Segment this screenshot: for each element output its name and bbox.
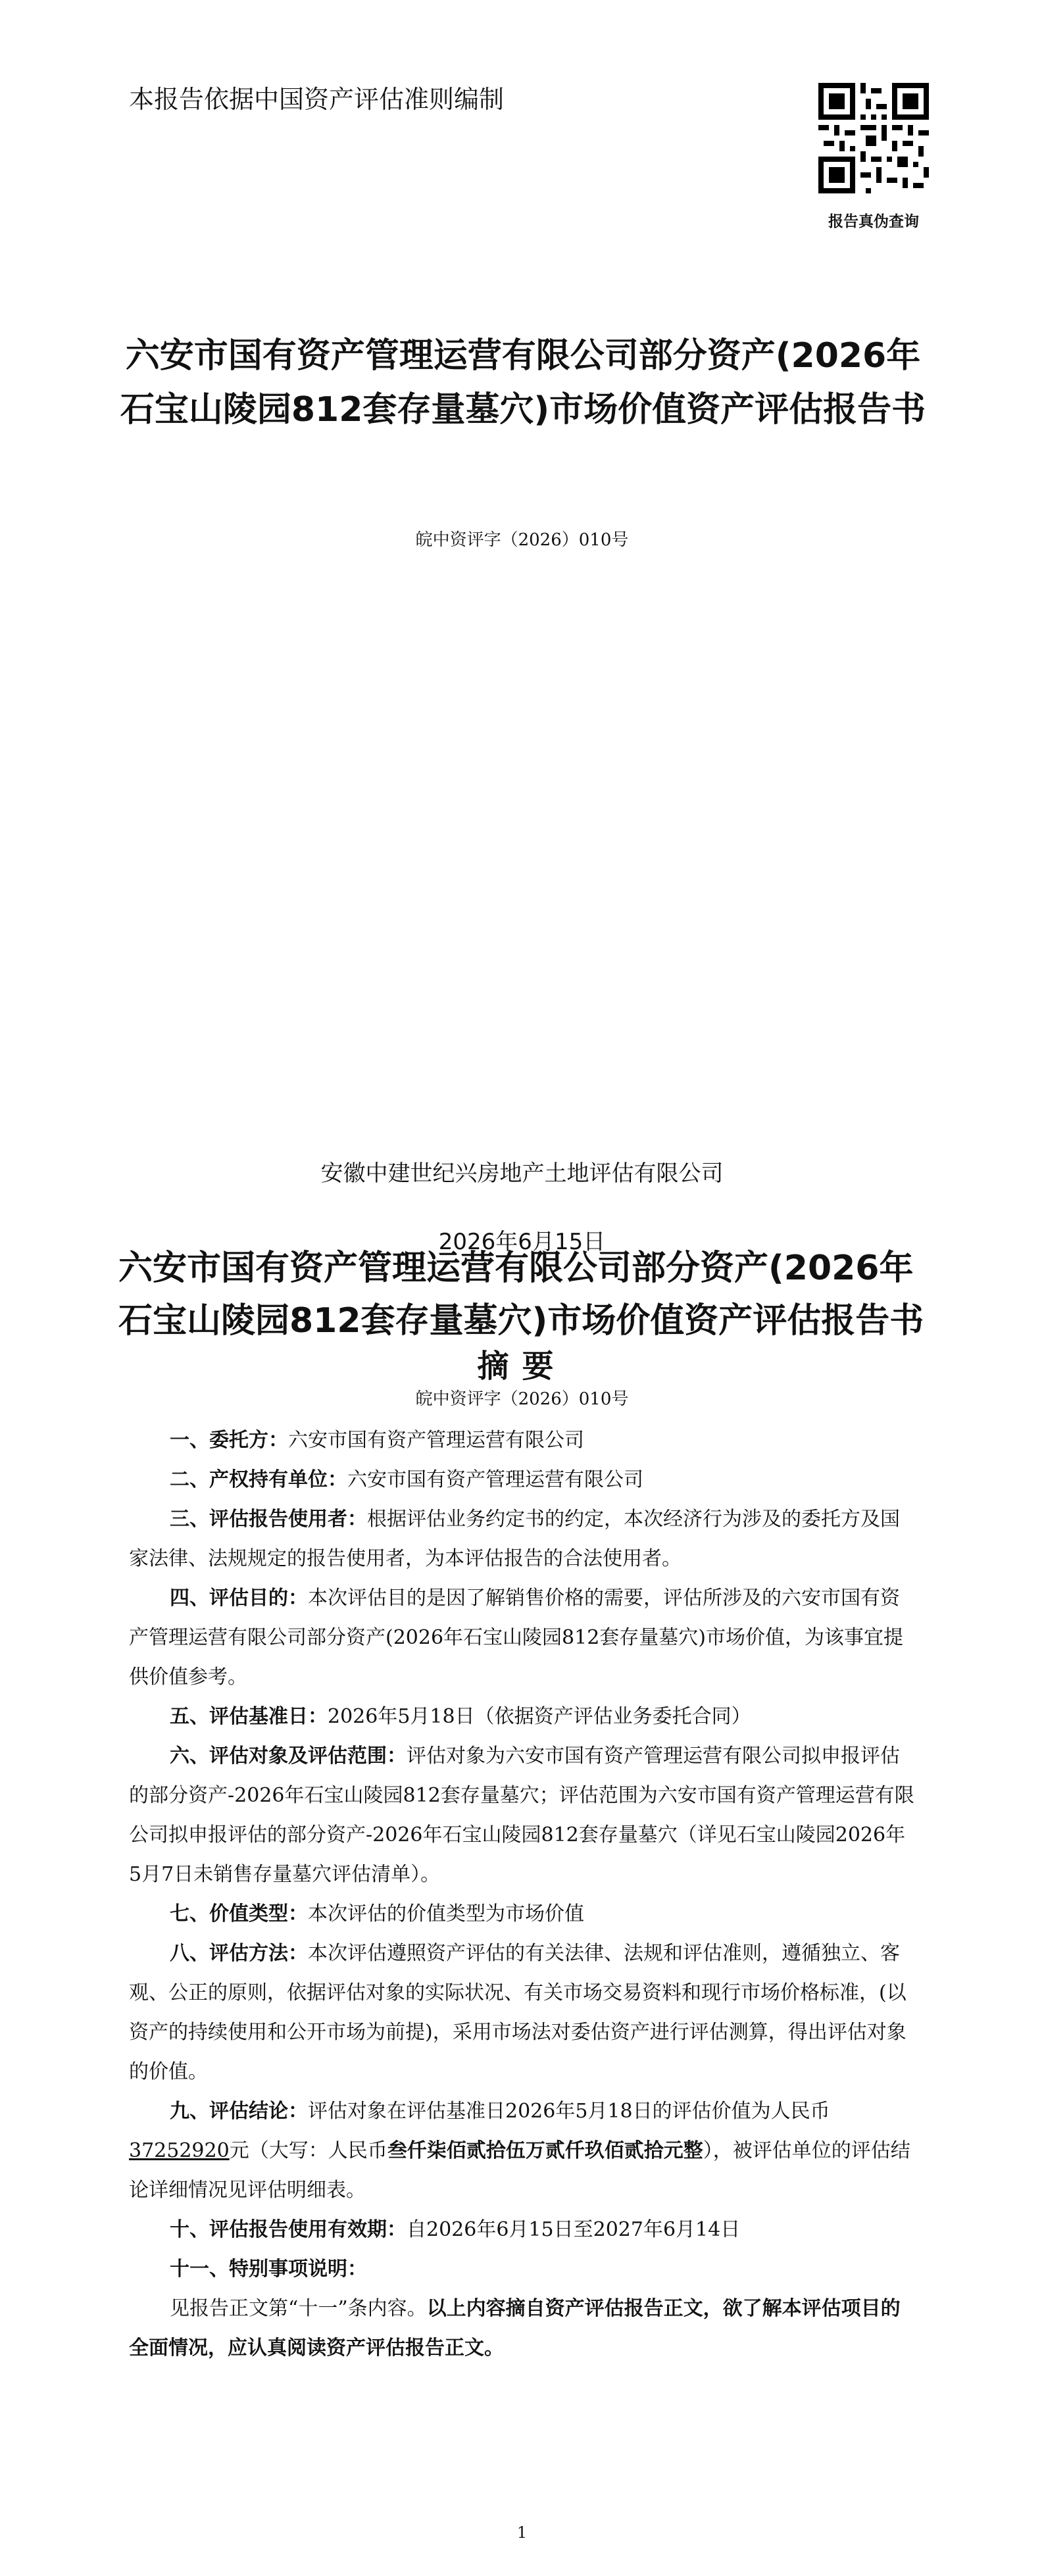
summary-item: 七、价值类型：本次评估的价值类型为市场价值 bbox=[170, 1902, 584, 1925]
summary-heading: 摘要 bbox=[477, 1348, 567, 1385]
summary-title: 六安市国有资产管理运营有限公司部分资产(2026年石宝山陵园812套存量墓穴)市场价值资产评估报告书 bbox=[118, 1249, 924, 1341]
qr-caption: 报告真伪查询 bbox=[828, 212, 919, 230]
summary-item: 二、产权持有单位：六安市国有资产管理运营有限公司 bbox=[170, 1468, 643, 1491]
summary-closing: 见报告正文第“十一”条内容。以上内容摘自资产评估报告正文，欲了解本评估项目的全面情况，应认真阅读资产评估报告正文。 bbox=[129, 2297, 901, 2360]
cover-date: 2026年6月15日 bbox=[438, 1229, 606, 1255]
summary-item: 八、评估方法：本次评估遵照资产评估的有关法律、法规和评估准则，遵循独立、客观、公正的原则，依据评估对象的实际状况、有关市场交易资料和现行市场价格标准，(以资产的持续使用和公开市场为前提)，采用市场法对委估资产进行评估测算，得出评估对象的价值。 bbox=[129, 1942, 907, 2083]
summary-item: 六、评估对象及评估范围：评估对象为六安市国有资产管理运营有限公司拟申报评估的部分资产-2026年石宝山陵园812套存量墓穴；评估范围为六安市国有资产管理运营有限公司拟申报评估的部分资产-2026年石宝山陵园812套存量墓穴（详见石宝山陵园2026年5月7日未销售存量墓穴评估清单）。 bbox=[129, 1745, 914, 1886]
summary-item: 三、评估报告使用者：根据评估业务约定书的约定，本次经济行为涉及的委托方及国家法律、法规规定的报告使用者，为本评估报告的合法使用者。 bbox=[129, 1508, 900, 1570]
page-number: 1 bbox=[516, 2523, 528, 2542]
summary-report-number: 皖中资评字（2026）010号 bbox=[415, 1389, 629, 1409]
summary-item: 十、评估报告使用有效期：自2026年6月15日至2027年6月14日 bbox=[170, 2218, 741, 2241]
summary-item-conclusion: 九、评估结论：评估对象在评估基准日2026年5月18日的评估价值为人民币37252920元（大写：人民币叁仟柒佰贰拾伍万贰仟玖佰贰拾元整），被评估单位的评估结论详细情况见评估明细表。 bbox=[129, 2100, 910, 2202]
valuation-amount: 37252920 bbox=[129, 2139, 230, 2162]
qr-code-icon[interactable] bbox=[818, 83, 929, 193]
summary-body bbox=[129, 1421, 914, 2368]
summary-item: 五、评估基准日：2026年5月18日（依据资产评估业务委托合同） bbox=[170, 1705, 751, 1728]
summary-item: 四、评估目的：本次评估目的是因了解销售价格的需要，评估所涉及的六安市国有资产管理运营有限公司部分资产(2026年石宝山陵园812套存量墓穴)市场价值，为该事宜提供价值参考。 bbox=[129, 1587, 904, 1689]
cover-title: 六安市国有资产管理运营有限公司部分资产(2026年石宝山陵园812套存量墓穴)市场价值资产评估报告书 bbox=[120, 336, 926, 430]
top-note: 本报告依据中国资产评估准则编制 bbox=[129, 85, 505, 114]
cover-report-number: 皖中资评字（2026）010号 bbox=[415, 530, 629, 550]
cover-company: 安徽中建世纪兴房地产土地评估有限公司 bbox=[320, 1160, 724, 1187]
summary-item: 十一、特别事项说明： bbox=[170, 2258, 367, 2281]
valuation-amount-words: 叁仟柒佰贰拾伍万贰仟玖佰贰拾元整 bbox=[387, 2139, 703, 2162]
summary-item: 一、委托方：六安市国有资产管理运营有限公司 bbox=[170, 1429, 584, 1452]
